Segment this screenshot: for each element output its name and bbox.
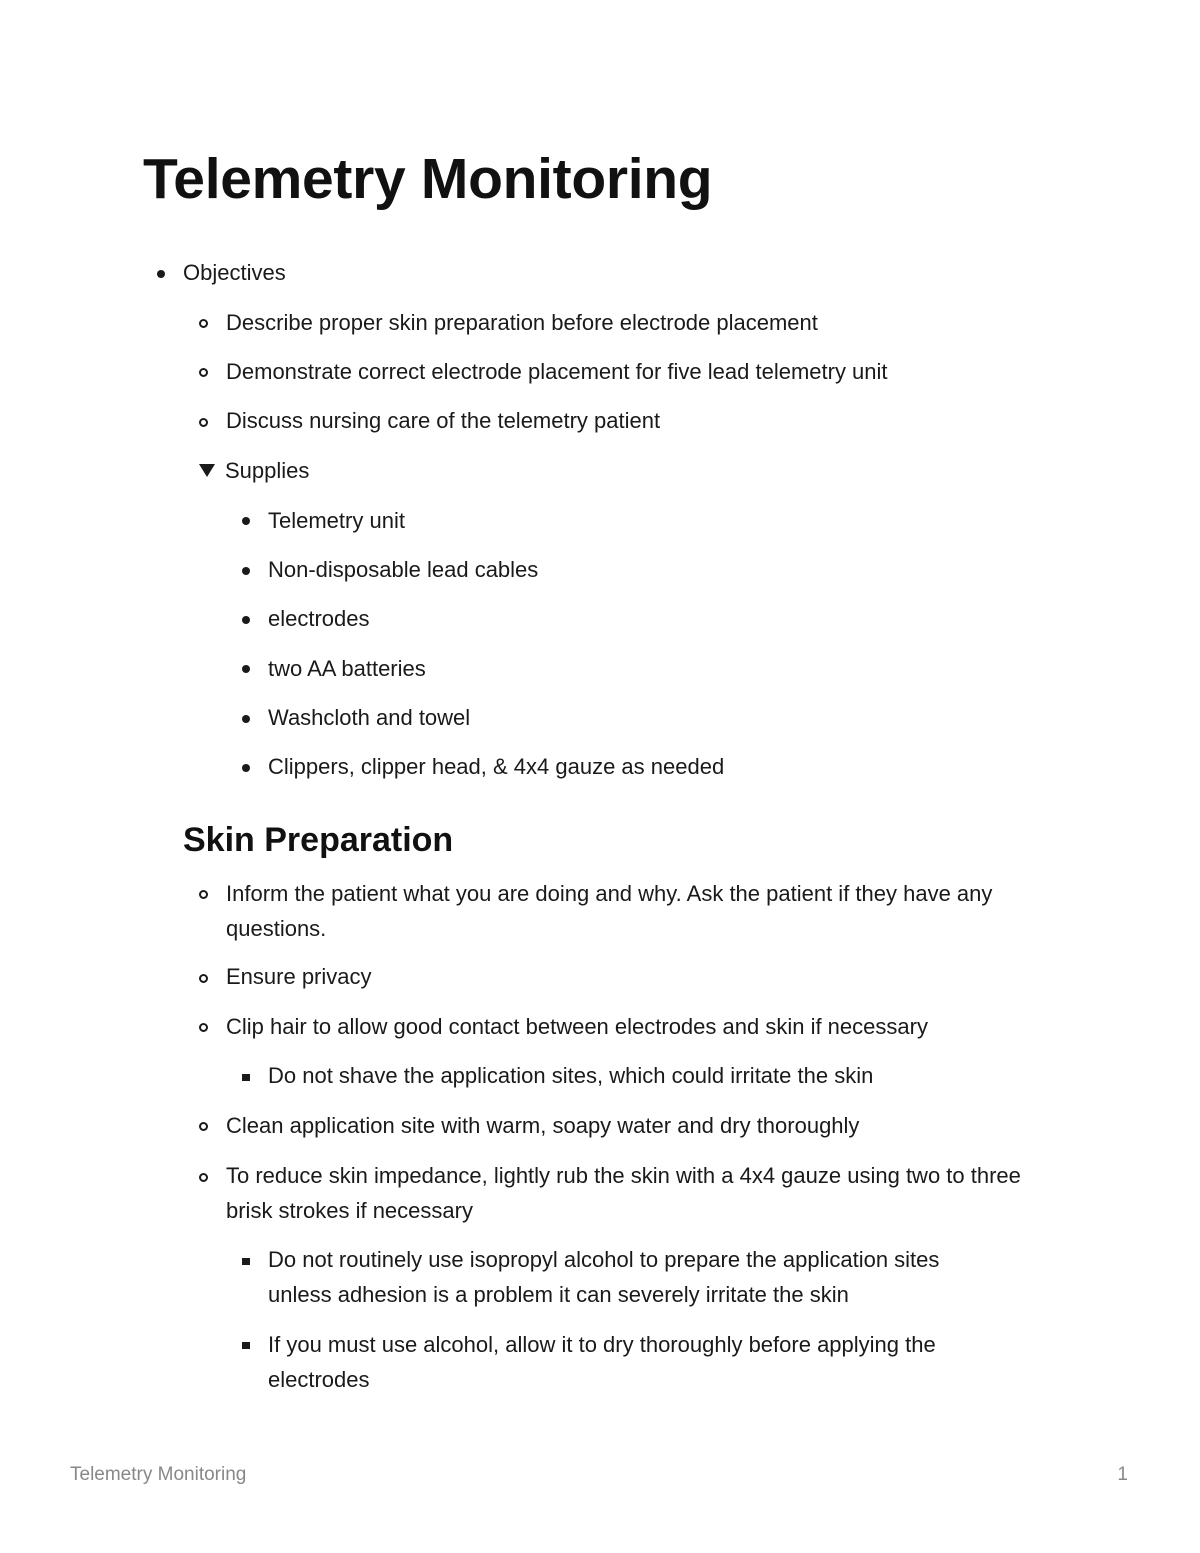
bullet-circle-icon <box>199 974 208 983</box>
bullet-circle-icon <box>199 1023 208 1032</box>
bullet-square-icon <box>242 1074 250 1081</box>
bullet-circle-icon <box>199 1173 208 1182</box>
bullet-disc-icon <box>242 517 250 525</box>
footer-title: Telemetry Monitoring <box>70 1464 247 1485</box>
supply-item: two AA batteries <box>268 656 426 681</box>
bullet-disc-icon <box>242 665 250 673</box>
bullet-disc-icon <box>242 764 250 772</box>
supplies-toggle-label[interactable]: Supplies <box>225 458 310 483</box>
page-title: Telemetry Monitoring <box>143 147 713 211</box>
prep-substep: Do not routinely use isopropyl alcohol to prepare the application sites unless adhesion is a problem it can severely irritate the skin <box>268 1247 940 1307</box>
prep-step: Ensure privacy <box>226 964 372 989</box>
bullet-circle-icon <box>199 368 208 377</box>
prep-step: Clean application site with warm, soapy water and dry thoroughly <box>226 1113 860 1138</box>
bullet-circle-icon <box>199 418 208 427</box>
supply-item: Non-disposable lead cables <box>268 557 539 582</box>
prep-step: Inform the patient what you are doing and why. Ask the patient if they have any questions. <box>226 881 993 941</box>
objectives-label: Objectives <box>183 260 286 285</box>
bullet-disc-icon <box>242 567 250 575</box>
prep-substep: If you must use alcohol, allow it to dry thoroughly before applying the electrodes <box>268 1332 936 1392</box>
supply-item: electrodes <box>268 606 370 631</box>
bullet-circle-icon <box>199 319 208 328</box>
supply-item: Telemetry unit <box>268 508 405 533</box>
objective-item: Describe proper skin preparation before electrode placement <box>226 310 818 335</box>
bullet-disc-icon <box>242 715 250 723</box>
bullet-disc-icon <box>157 270 165 278</box>
supply-item: Washcloth and towel <box>268 705 471 730</box>
page-number: 1 <box>1117 1464 1128 1485</box>
bullet-disc-icon <box>242 616 250 624</box>
bullet-circle-icon <box>199 1122 208 1131</box>
section-heading: Skin Preparation <box>183 821 454 859</box>
bullet-circle-icon <box>199 890 208 899</box>
prep-substep: Do not shave the application sites, which could irritate the skin <box>268 1063 874 1088</box>
bullet-square-icon <box>242 1342 250 1349</box>
objective-item: Demonstrate correct electrode placement for five lead telemetry unit <box>226 359 888 384</box>
bullet-square-icon <box>242 1258 250 1265</box>
prep-step: To reduce skin impedance, lightly rub the skin with a 4x4 gauze using two to three brisk strokes if necessary <box>226 1163 1021 1223</box>
objective-item: Discuss nursing care of the telemetry patient <box>226 408 661 433</box>
prep-step: Clip hair to allow good contact between electrodes and skin if necessary <box>226 1014 928 1039</box>
triangle-down-icon[interactable] <box>199 464 215 477</box>
supply-item: Clippers, clipper head, & 4x4 gauze as needed <box>268 754 725 779</box>
